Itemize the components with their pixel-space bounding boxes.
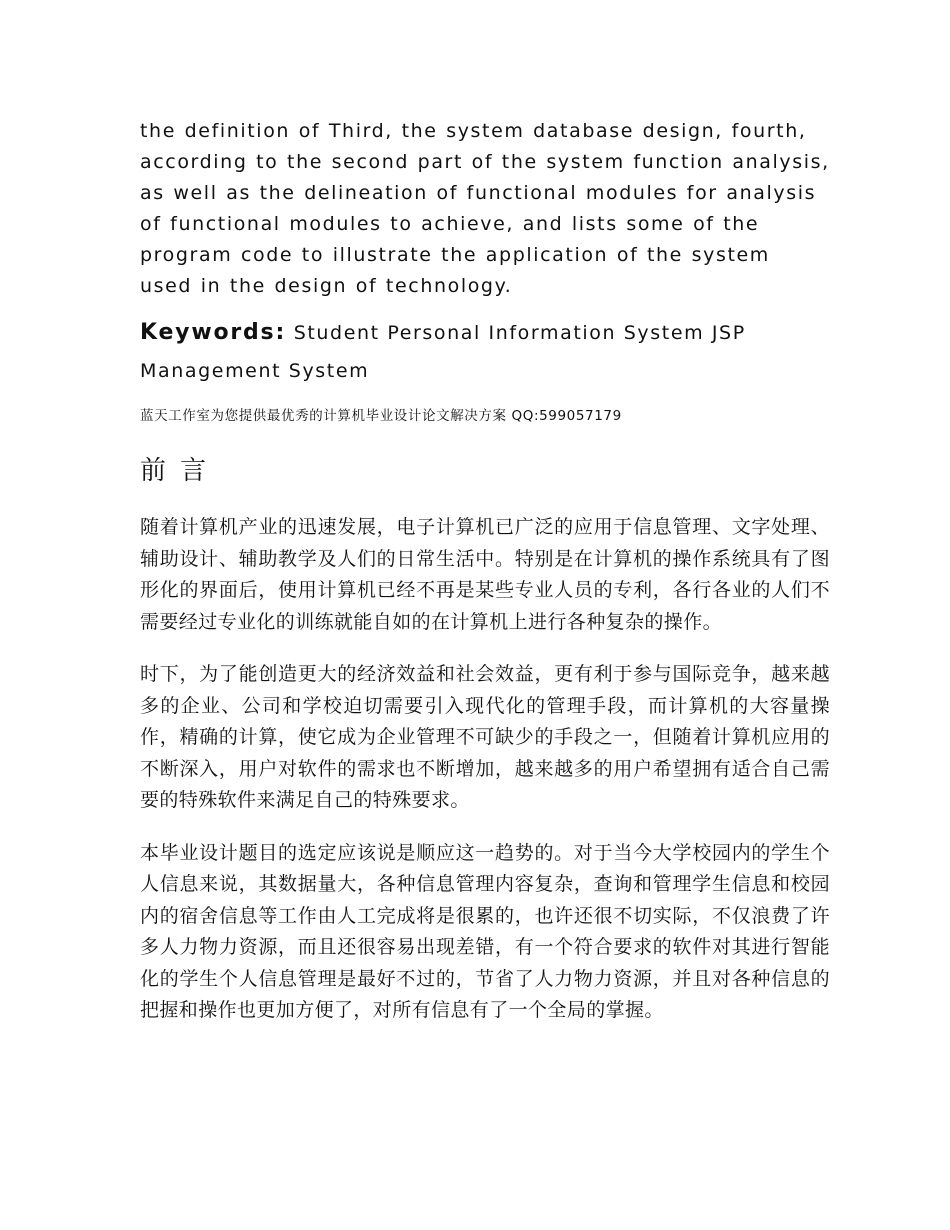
preface-paragraph-1: 随着计算机产业的迅速发展，电子计算机已广泛的应用于信息管理、文字处理、辅助设计、辅助教学及人们的日常生活中。特别是在计算机的操作系统具有了图形化的界面后，使用计算机已经不再是某些专业人员的专利，各行各业的人们不需要经过专业化的训练就能自如的在计算机上进行各种复杂的操作。: [140, 516, 830, 633]
keywords-label: Keywords:: [140, 320, 287, 345]
keywords-value: Student Personal Information System JSP Management System: [140, 322, 746, 382]
preface-paragraph-3: 本毕业设计题目的选定应该说是顺应这一趋势的。对于当今大学校园内的学生个人信息来说，其数据量大，各种信息管理内容复杂，查询和管理学生信息和校园内的宿舍信息等工作由人工完成将是很累的，也许还很不切实际，不仅浪费了许多人力物力资源，而且还很容易出现差错，有一个符合要求的软件对其进行智能化的学生个人信息管理是最好不过的，节省了人力物力资源，并且对各种信息的把握和操作也更加方便了，对所有信息有了一个全局的掌握。: [140, 841, 830, 1021]
preface-title: 前言: [140, 456, 221, 486]
document-page: [140, 116, 830, 1027]
studio-ad-line: 蓝天工作室为您提供最优秀的计算机毕业设计论文解决方案 QQ:599057179: [140, 408, 622, 424]
keywords-line: [140, 314, 830, 390]
abstract-english-text: the definition of Third, the system database design, fourth, according to the second part of the system function analysis, as well as the delineation of functional modules for analysis of functional modules to achieve, and lists some of the program code to illustrate the application of the system used in the design of technology.: [140, 120, 830, 297]
preface-paragraph-2: 时下，为了能创造更大的经济效益和社会效益，更有利于参与国际竞争，越来越多的企业、公司和学校迫切需要引入现代化的管理手段，而计算机的大容量操作，精确的计算，使它成为企业管理不可缺少的手段之一，但随着计算机应用的不断深入，用户对软件的需求也不断增加，越来越多的用户希望拥有适合自己需要的特殊软件来满足自己的特殊要求。: [140, 663, 830, 811]
